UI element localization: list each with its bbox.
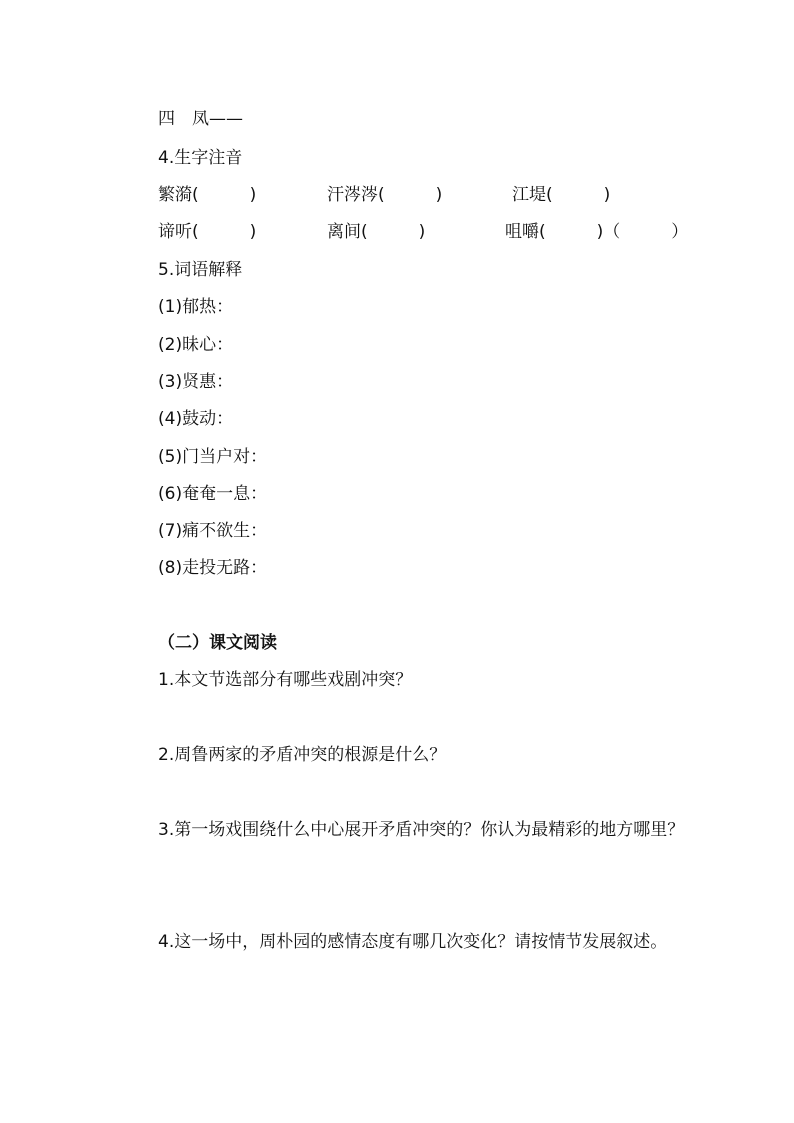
definition-item: (1)郁热： [158,297,234,317]
section-5-title: 5.词语解释 [158,260,243,280]
question-item: 3.第一场戏围绕什么中心展开矛盾冲突的？你认为最精彩的地方哪里？ [158,820,685,840]
definition-item: (2)昧心： [158,335,234,355]
question-item: 2.周鲁两家的矛盾冲突的根源是什么？ [158,745,447,765]
section-4-title: 4.生字注音 [158,148,243,168]
character-line: 四 凤—— [158,109,243,129]
definition-item: (7)痛不欲生： [158,521,268,541]
pinyin-item: 江堤( ) [512,185,611,205]
pinyin-item: 离间( ) [327,222,426,242]
pinyin-item: 繁漪( ) [158,185,257,205]
definition-item: (3)贤惠： [158,372,234,392]
pinyin-item: 汗涔涔( ) [327,185,443,205]
definition-item: (5)门当户对： [158,447,268,467]
definition-item: (8)走投无路： [158,558,268,578]
pinyin-item: 谛听( ) [158,222,257,242]
pinyin-item: 咀嚼( )（ ） [505,222,689,242]
definition-item: (4)鼓动： [158,409,234,429]
definition-item: (6)奄奄一息： [158,484,268,504]
question-item: 1.本文节选部分有哪些戏剧冲突？ [158,670,413,690]
reading-heading: （二）课文阅读 [158,633,277,653]
question-item: 4.这一场中，周朴园的感情态度有哪几次变化？请按情节发展叙述。 [158,932,668,952]
